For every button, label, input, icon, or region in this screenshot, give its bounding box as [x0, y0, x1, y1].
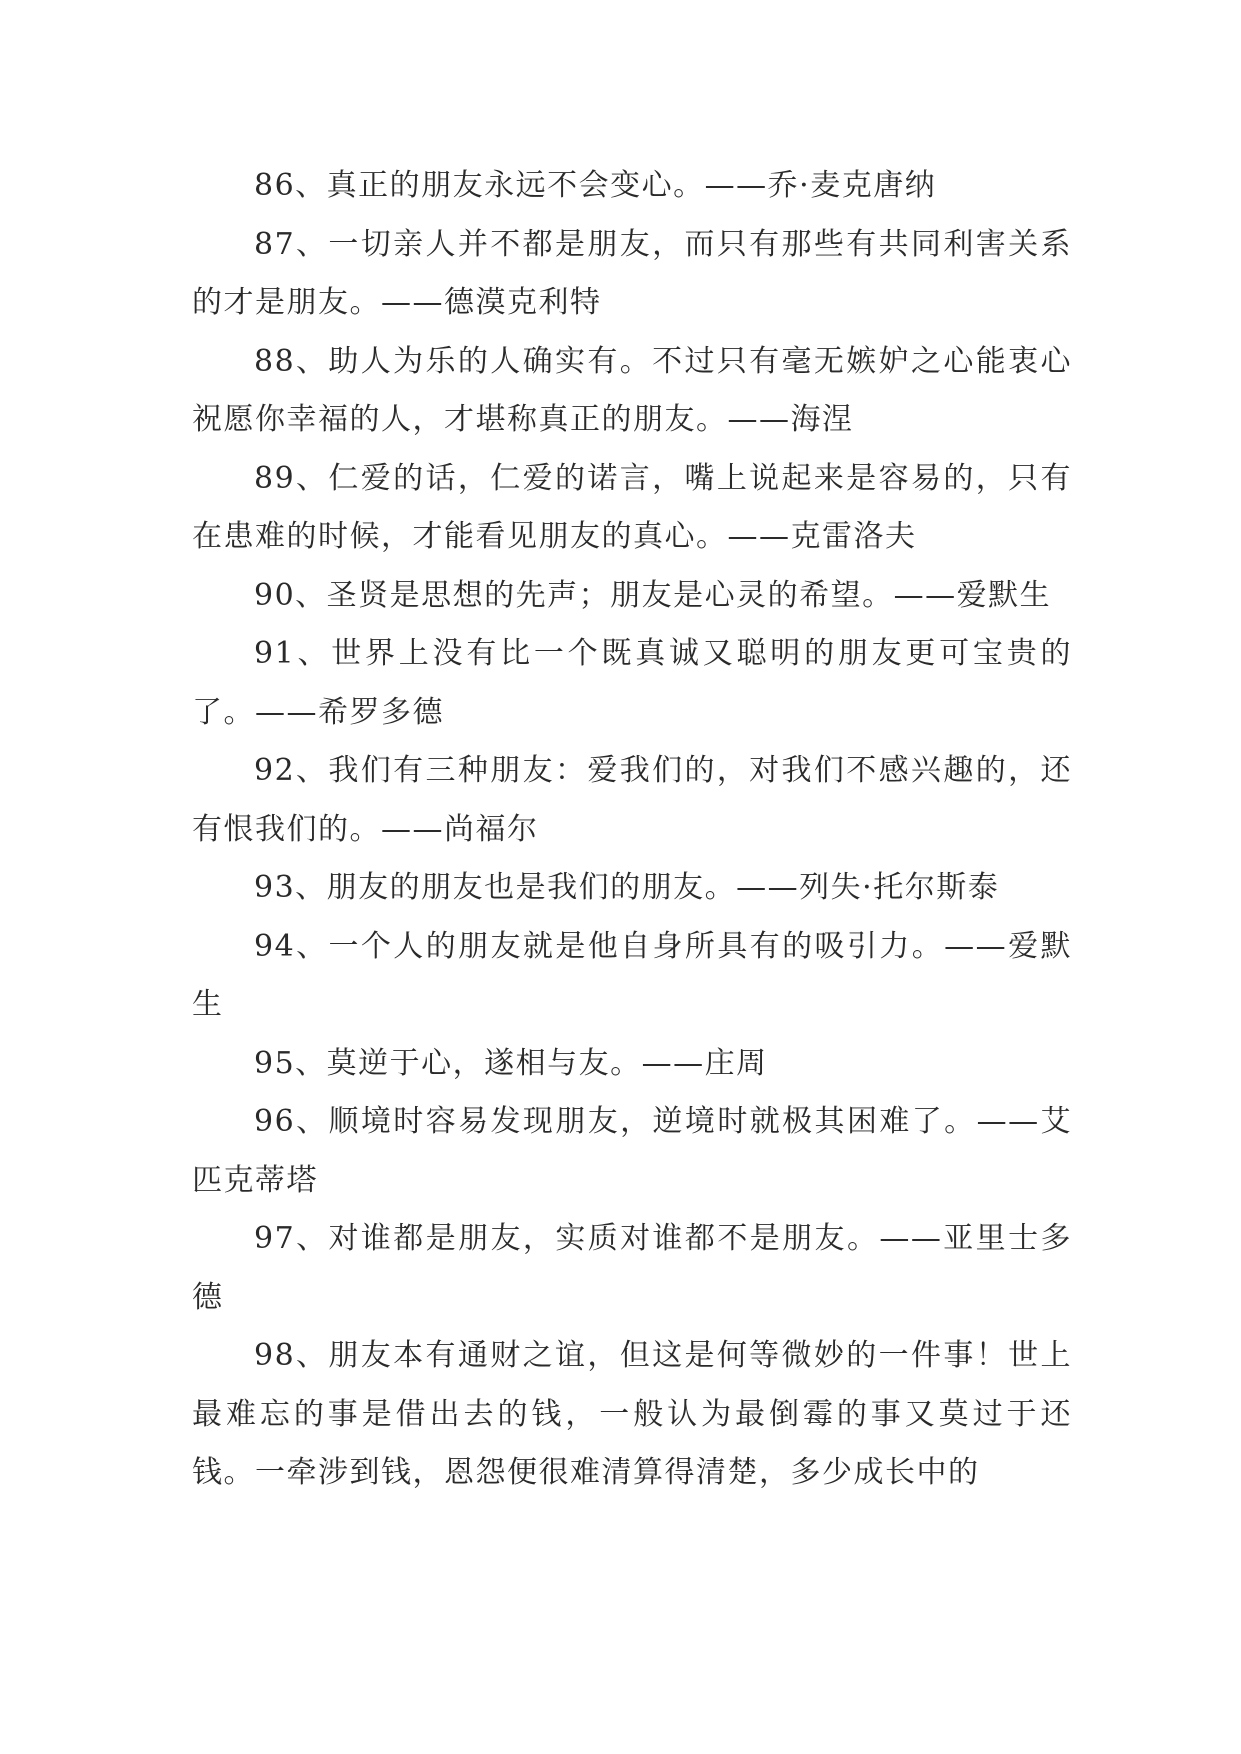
quote-paragraph-89: 89、仁爱的话，仁爱的诺言，嘴上说起来是容易的，只有在患难的时候，才能看见朋友的真心。——克雷洛夫 [192, 460, 1072, 554]
quote-paragraph-92: 92、我们有三种朋友：爱我们的，对我们不感兴趣的，还有恨我们的。——尚福尔 [192, 753, 1072, 847]
quote-paragraph-98: 98、朋友本有通财之谊，但这是何等微妙的一件事！世上最难忘的事是借出去的钱，一般认为最倒霉的事又莫过于还钱。一牵涉到钱，恩怨便很难清算得清楚，多少成长中的 [192, 1338, 1072, 1490]
quote-paragraph-95: 95、莫逆于心，遂相与友。——庄周 [254, 1045, 768, 1081]
quote-paragraph-97: 97、对谁都是朋友，实质对谁都不是朋友。——亚里士多德 [192, 1221, 1072, 1315]
quote-paragraph-88: 88、助人为乐的人确实有。不过只有毫无嫉妒之心能衷心祝愿你幸福的人，才堪称真正的朋友。——海涅 [192, 343, 1072, 437]
document-body [192, 157, 1072, 1503]
quote-paragraph-90: 90、圣贤是思想的先声；朋友是心灵的希望。——爱默生 [254, 577, 1052, 613]
quote-paragraph-91: 91、世界上没有比一个既真诚又聪明的朋友更可宝贵的了。——希罗多德 [192, 636, 1072, 730]
quote-paragraph-87: 87、一切亲人并不都是朋友，而只有那些有共同利害关系的才是朋友。——德漠克利特 [192, 226, 1072, 320]
quote-paragraph-94: 94、一个人的朋友就是他自身所具有的吸引力。——爱默生 [192, 928, 1072, 1022]
quote-paragraph-96: 96、顺境时容易发现朋友，逆境时就极其困难了。——艾匹克蒂塔 [192, 1104, 1072, 1198]
quote-paragraph-93: 93、朋友的朋友也是我们的朋友。——列失·托尔斯泰 [254, 870, 1000, 905]
quote-paragraph-86: 86、真正的朋友永远不会变心。——乔·麦克唐纳 [254, 168, 937, 203]
